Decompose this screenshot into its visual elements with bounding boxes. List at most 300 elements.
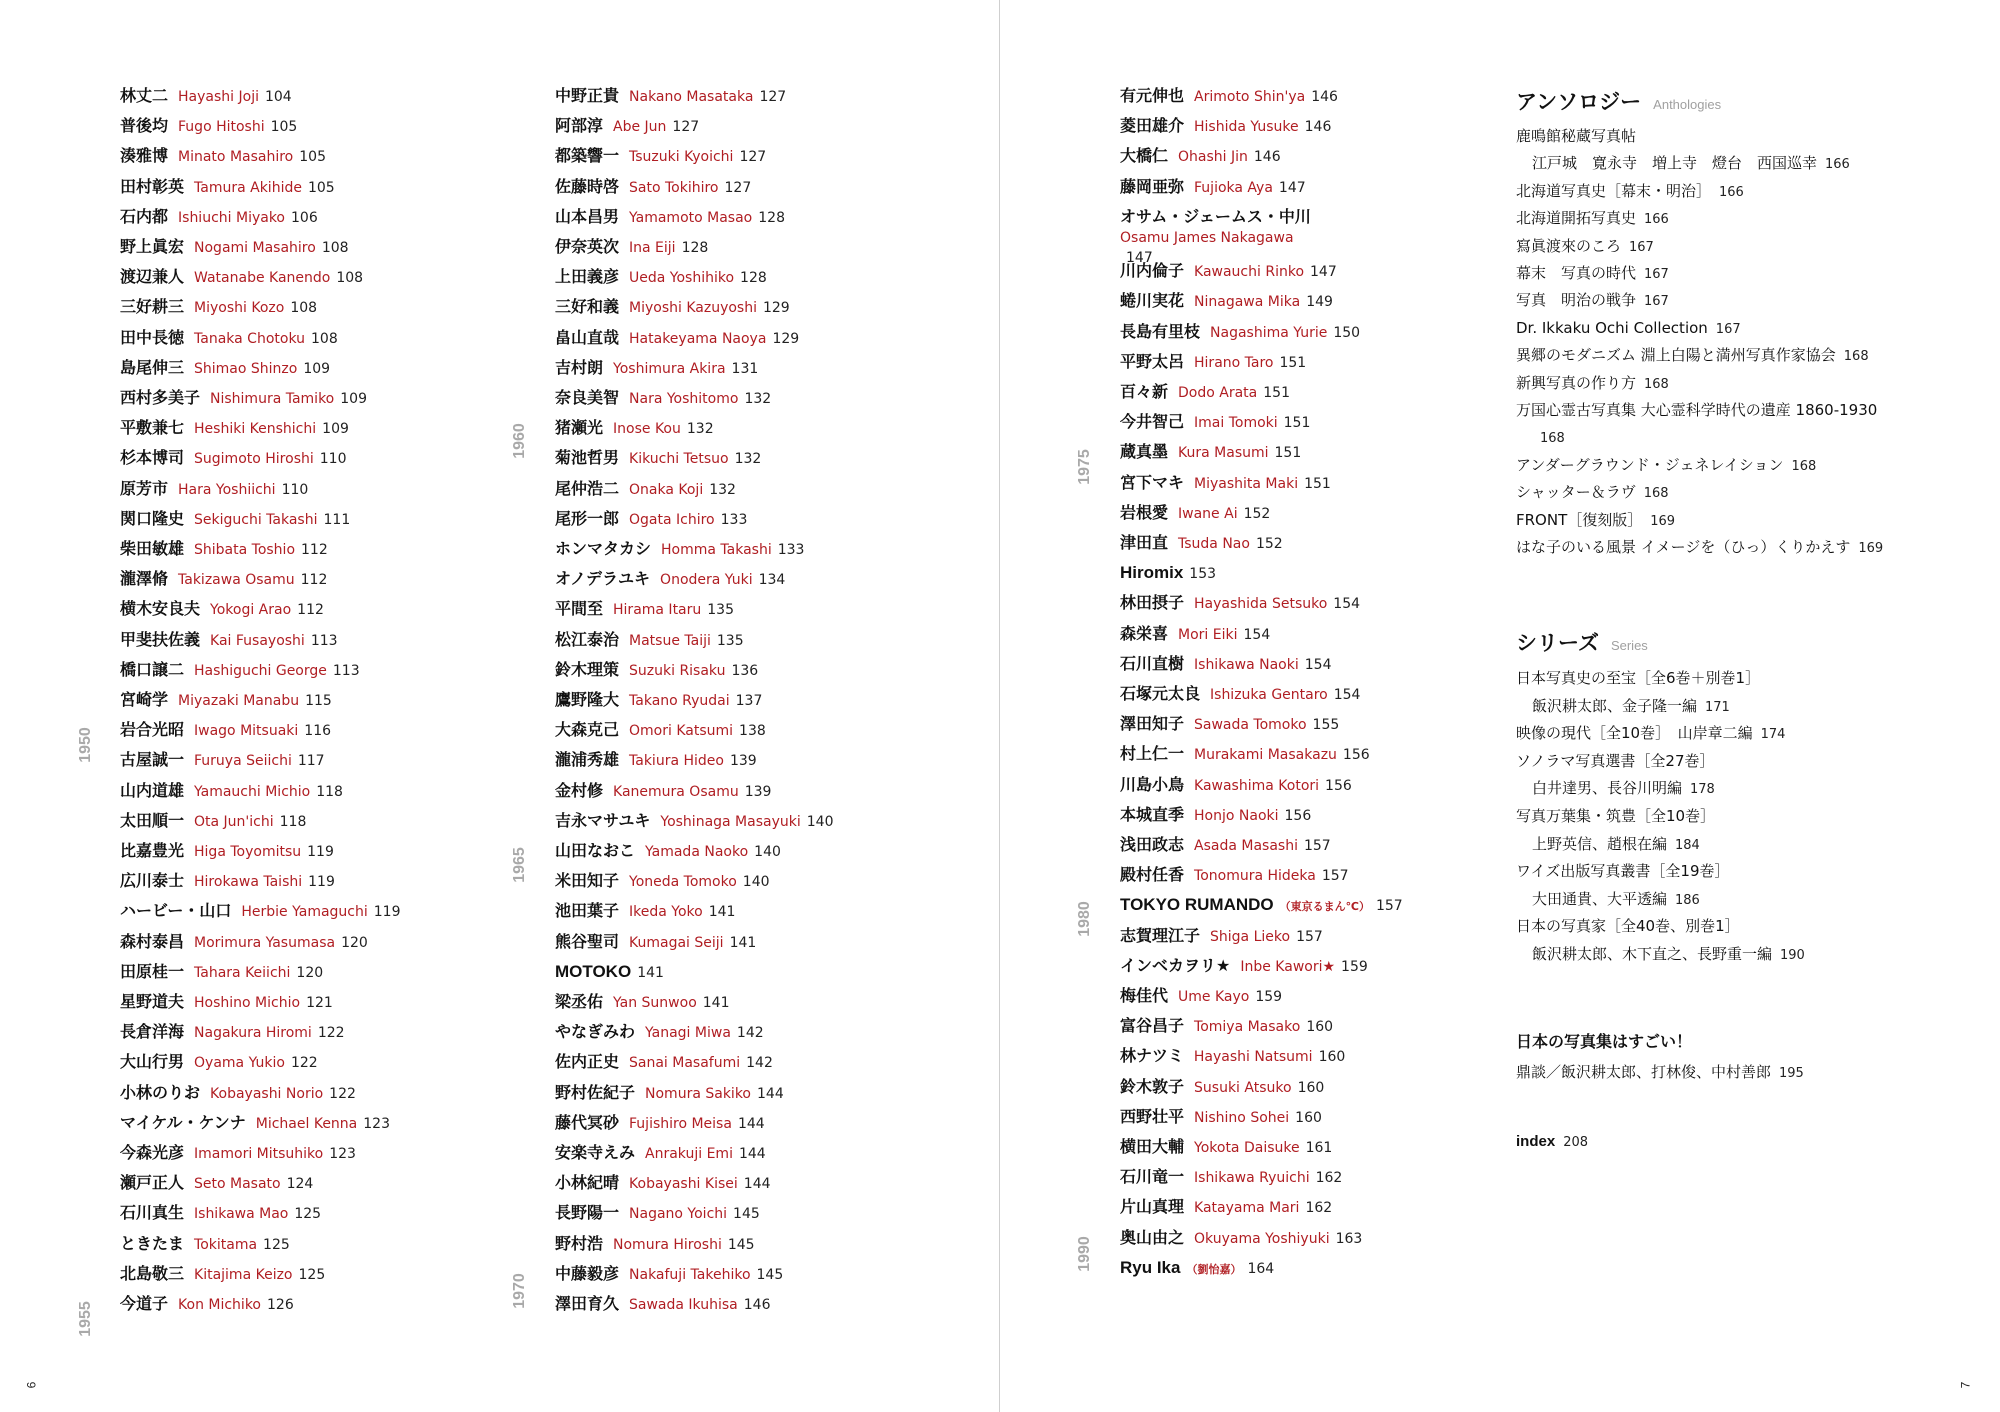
index-entry (120, 267, 363, 288)
entry-name-romaji: Anrakuji Emi (645, 1146, 733, 1162)
entry-name-jp: Ryu Ika (1120, 1257, 1181, 1277)
entry-name-romaji: Hara Yoshiichi (178, 481, 276, 498)
entry-name-jp: 三好耕三 (120, 297, 185, 317)
index-entry (120, 811, 306, 832)
entry-name-romaji: Fujioka Aya (1194, 179, 1273, 196)
index-entry (1120, 714, 1339, 735)
entry-name-jp: 島尾伸三 (120, 357, 185, 377)
list-item (1516, 510, 1675, 532)
index-entry (120, 297, 317, 318)
entry-page-number: 157 (1303, 837, 1331, 854)
entry-page-number: 160 (1295, 1109, 1322, 1126)
entry-name-romaji: Sekiguchi Takashi (194, 511, 318, 528)
list-item-text: アンダーグラウンド・ジェネレイション (1516, 455, 1784, 474)
entry-page-number: 149 (1306, 294, 1333, 311)
entry-page-number: 128 (681, 240, 709, 256)
entry-name-jp: 梅佳代 (1120, 985, 1169, 1005)
entry-page-number: 159 (1255, 988, 1283, 1005)
list-item-text: FRONT［復刻版］ (1516, 510, 1643, 529)
index-entry (1120, 1016, 1333, 1037)
index-entry (555, 1143, 766, 1164)
index-entry (555, 569, 785, 590)
entry-page-number: 118 (279, 813, 307, 830)
entry-page-number: 141 (637, 964, 664, 981)
list-item (1516, 696, 1730, 718)
list-item-text: 映像の現代［全10巻］ 山岸章二編 (1516, 724, 1753, 743)
series-heading (1516, 627, 1648, 657)
index-entry (120, 932, 368, 953)
entry-page-number: 145 (756, 1266, 784, 1283)
right-page (1000, 0, 2000, 1412)
entry-name-jp: 鈴木敦子 (1120, 1076, 1185, 1096)
entry-name-romaji: Watanabe Kanendo (194, 270, 331, 287)
list-item (1516, 751, 1715, 771)
list-item (1516, 318, 1741, 340)
entry-name-romaji: Sanai Masafumi (629, 1055, 741, 1072)
entry-page-number: 108 (336, 270, 364, 287)
index-entry (555, 992, 730, 1013)
index-entry (120, 146, 326, 167)
entry-name-romaji: Sato Tokihiro (629, 179, 719, 196)
entry-name-romaji: Kawauchi Rinko (1194, 264, 1305, 281)
index-entry (555, 720, 766, 741)
index-entry (555, 86, 786, 107)
entry-page-number: 106 (291, 209, 318, 226)
entry-page-number: 120 (296, 964, 324, 981)
list-item (1516, 153, 1850, 175)
entry-name-jp: TOKYO RUMANDO (1120, 895, 1274, 915)
list-item-text: 異郷のモダニズム 淵上白陽と満州写真作家協会 (1516, 346, 1836, 365)
entry-name-jp: 柴田敏雄 (120, 539, 185, 558)
list-item-page: 168 (1791, 458, 1817, 474)
entry-name-romaji: Imai Tomoki (1194, 415, 1278, 432)
entry-name-jp: 百々新 (1120, 381, 1169, 401)
index-entry (1120, 805, 1311, 826)
entry-page-number: 115 (305, 693, 332, 709)
entry-page-number: 122 (290, 1055, 318, 1072)
entry-name-jp: 藤代冥砂 (555, 1112, 620, 1132)
entry-name-romaji: Susuki Atsuko (1194, 1079, 1292, 1096)
entry-name-romaji: Yamada Naoko (645, 844, 749, 860)
list-item (1516, 668, 1760, 688)
entry-page-number: 163 (1335, 1230, 1363, 1247)
entry-page-number: 139 (729, 753, 757, 770)
entry-page-number: 142 (746, 1055, 773, 1072)
list-item-page: 167 (1644, 294, 1669, 310)
entry-page-number: 151 (1304, 475, 1331, 492)
entry-name-jp: 小林のりお (120, 1082, 201, 1102)
entry-page-number: 125 (298, 1266, 326, 1283)
entry-name-romaji: Kawashima Kotori (1194, 777, 1320, 794)
index-entry (555, 267, 767, 288)
index-entry (1120, 593, 1360, 614)
sugoi-page: 195 (1779, 1066, 1804, 1081)
index-entry (555, 1052, 773, 1073)
entry-name-romaji: Tonomura Hideka (1194, 868, 1316, 885)
entry-name-romaji: Nogami Masahiro (194, 240, 316, 256)
entry-name-romaji: Kitajima Keizo (194, 1266, 293, 1283)
entry-name-romaji: Ikeda Yoko (629, 904, 703, 921)
entry-name-jp: 林丈二 (120, 86, 169, 105)
entry-name-romaji: Ninagawa Mika (1194, 294, 1301, 311)
entry-page-number: 133 (720, 511, 748, 528)
entry-name-jp: 野上眞宏 (120, 237, 185, 256)
index-entry (120, 177, 335, 198)
list-item-text: 上野英信、趙根在編 (1532, 834, 1668, 853)
entry-name-jp: 森栄喜 (1120, 623, 1169, 643)
sugoi-text: 鼎談／飯沢耕太郎、打林俊、中村善郎 (1516, 1063, 1772, 1081)
entry-page-number: 147 (1278, 179, 1306, 196)
entry-name-jp: 平野太呂 (1120, 351, 1185, 371)
list-item (1516, 916, 1740, 936)
entry-page-number: 134 (758, 572, 786, 589)
index-entry (1120, 563, 1216, 584)
entry-name-romaji: Suzuki Risaku (629, 662, 726, 679)
index-entry (120, 901, 401, 922)
list-item (1516, 861, 1730, 881)
entry-name-romaji: Arimoto Shin'ya (1194, 89, 1306, 105)
entry-name-jp: 大橋仁 (1120, 146, 1169, 166)
entry-name-romaji: Yanagi Miwa (645, 1025, 731, 1042)
entry-name-romaji: Yan Sunwoo (613, 995, 697, 1011)
index-entry (1120, 775, 1352, 796)
index-entry (1120, 865, 1349, 886)
entry-name-romaji: Asada Masashi (1194, 837, 1298, 854)
entry-name-jp: 上田義彦 (555, 267, 620, 287)
entry-name-jp: 山本昌男 (555, 206, 620, 226)
list-item (1516, 806, 1715, 826)
index-entry (120, 720, 331, 741)
index-entry (1120, 1167, 1342, 1188)
entry-page-number: 146 (1304, 119, 1332, 136)
entry-name-romaji: Mori Eiki (1178, 626, 1238, 643)
entry-page-number: 126 (267, 1297, 294, 1313)
index-entry (1120, 1077, 1324, 1098)
entry-page-number: 156 (1342, 747, 1370, 764)
list-item-text: 写真万葉集・筑豊［全10巻］ (1516, 807, 1716, 825)
entry-page-number: 132 (686, 421, 714, 438)
list-item (1516, 181, 1744, 203)
index-entry (555, 1264, 783, 1285)
list-item (1516, 236, 1654, 258)
index-entry (1120, 1228, 1362, 1249)
list-item (1516, 778, 1715, 800)
list-item (1516, 455, 1816, 477)
entry-page-number: 105 (299, 149, 326, 166)
entry-name-jp: 瀧浦秀雄 (555, 750, 620, 770)
index-entry (555, 599, 734, 620)
index-entry (120, 871, 335, 892)
entry-page-number: 119 (307, 844, 334, 860)
entry-name-jp: 渡辺兼人 (120, 267, 185, 287)
list-item-page: 190 (1780, 948, 1805, 963)
entry-name-romaji: Hashiguchi George (194, 662, 327, 679)
entry-page-number: 129 (772, 330, 800, 347)
entry-name-romaji: Yoneda Tomoko (629, 874, 737, 891)
entry-name-jp: 今道子 (120, 1294, 169, 1313)
entry-name-romaji: Hirama Itaru (613, 602, 702, 619)
entry-name-romaji: Inose Kou (613, 421, 681, 438)
entry-name-romaji: Yamauchi Michio (194, 783, 311, 800)
index-entry (1120, 744, 1370, 765)
entry-name-jp: 林ナツミ (1120, 1046, 1184, 1066)
entry-name-romaji: Yokota Daisuke (1194, 1139, 1300, 1156)
index-entry (555, 871, 770, 892)
entry-page-number: 150 (1333, 324, 1361, 341)
index-entry (555, 177, 751, 198)
entry-name-romaji: Hirano Taro (1194, 354, 1274, 371)
entry-name-jp: 瀧澤脩 (120, 569, 169, 589)
entry-name-romaji: Tamura Akihide (194, 179, 302, 196)
entry-page-number: 164 (1247, 1260, 1275, 1277)
entry-name-jp: 猪瀬光 (555, 418, 604, 438)
entry-name-romaji: Iwane Ai (1178, 505, 1238, 522)
entry-name-jp: 原芳市 (120, 478, 169, 498)
list-item-page: 168 (1643, 486, 1669, 502)
entry-name-romaji: Takizawa Osamu (178, 572, 295, 589)
index-entry (555, 1294, 770, 1315)
index-entry (555, 479, 736, 500)
series-subtitle: Series (1610, 638, 1648, 653)
index-entry (1120, 654, 1331, 675)
entry-name-jp: ホンマタカシ (555, 539, 652, 558)
entry-name-jp: 川内倫子 (1120, 261, 1185, 281)
index-entry (120, 1234, 290, 1255)
entry-page-number: 127 (739, 149, 767, 166)
index-entry (555, 811, 833, 832)
entry-page-number: 112 (301, 542, 328, 558)
index-entry (1120, 146, 1281, 167)
anthologies-title: アンソロジー (1516, 90, 1642, 114)
entry-name-jp: 浅田政志 (1120, 834, 1185, 854)
index-entry (1120, 442, 1301, 463)
list-item-text: 大田通貴、大平透編 (1532, 889, 1668, 908)
entry-name-jp: 長倉洋海 (120, 1022, 185, 1042)
index-entry (1120, 261, 1337, 282)
entry-name-jp: 岩合光昭 (120, 720, 185, 740)
entry-name-jp: 吉村朗 (555, 357, 604, 377)
index-entry (555, 1173, 771, 1194)
entry-name-romaji: Michael Kenna (255, 1115, 358, 1132)
entry-name-jp: 有元伸也 (1120, 86, 1185, 105)
entry-name-jp: 殿村任香 (1120, 865, 1185, 885)
entry-name-romaji: Ina Eiji (629, 240, 676, 256)
entry-name-jp: 志賀理江子 (1120, 925, 1201, 945)
entry-name-romaji: Yokogi Arao (210, 602, 292, 619)
entry-name-jp: 藤岡亜弥 (1120, 176, 1185, 196)
entry-name-romaji: Miyashita Maki (1194, 475, 1299, 492)
entry-name-jp: 吉永マサユキ (555, 810, 651, 830)
index-entry (555, 237, 708, 258)
entry-page-number: 119 (308, 874, 335, 891)
entry-page-number: 112 (297, 602, 324, 619)
index-entry (120, 992, 333, 1013)
index-entry (555, 750, 757, 771)
entry-page-number: 151 (1279, 354, 1307, 371)
entry-name-jp: 奥山由之 (1120, 1227, 1185, 1247)
series-title: シリーズ (1516, 631, 1599, 655)
index-entry (555, 328, 799, 349)
entry-page-number: 138 (739, 723, 766, 740)
entry-name-romaji: Kikuchi Tetsuo (629, 451, 729, 468)
entry-name-romaji: Okuyama Yoshiyuki (1194, 1230, 1330, 1247)
entry-page-number: 141 (729, 934, 757, 951)
entry-page-number: 144 (738, 1146, 766, 1162)
index-entry (555, 509, 747, 530)
index-entry (1120, 207, 1311, 268)
entry-page-number: 152 (1243, 505, 1271, 522)
entry-page-number: 146 (1253, 149, 1281, 166)
entry-name-romaji: Hayashida Setsuko (1194, 596, 1328, 613)
entry-page-number: 137 (735, 693, 763, 709)
entry-name-romaji: Hishida Yusuke (1194, 119, 1299, 136)
entry-name-jp: 川島小鳥 (1120, 774, 1185, 794)
entry-page-number: 132 (744, 391, 772, 407)
entry-name-jp: 松江泰治 (555, 629, 620, 649)
entry-name-jp: 鷹野隆大 (555, 690, 620, 709)
page-number-left: 6 (24, 1381, 39, 1389)
list-item-page: 167 (1629, 239, 1654, 255)
index-entry (1120, 322, 1360, 343)
entry-name-jp: 宮下マキ (1120, 472, 1185, 492)
list-item-text: 日本写真史の至宝［全6巻＋別巻1］ (1516, 669, 1761, 687)
entry-name-romaji: Tahara Keiichi (194, 964, 291, 981)
entry-name-jp: MOTOKO (555, 961, 632, 981)
sugoi-line (1516, 1062, 1804, 1084)
entry-page-number: 139 (744, 783, 772, 800)
entry-name-romaji: Homma Takashi (661, 542, 772, 558)
entry-name-jp: 阿部淳 (555, 116, 604, 136)
entry-page-number: 145 (727, 1236, 755, 1253)
anthologies-heading (1516, 86, 1721, 116)
entry-page-number: 111 (323, 511, 351, 528)
entry-name-jp: 田村彰英 (120, 176, 185, 196)
index-entry (555, 539, 804, 560)
list-item (1516, 427, 1565, 449)
entry-page-number: 162 (1305, 1200, 1333, 1217)
entry-name-romaji: Takiura Hideo (629, 753, 724, 770)
entry-name-jp: 横田大輔 (1120, 1136, 1185, 1156)
list-item-text: 飯沢耕太郎、金子隆一編 (1532, 696, 1698, 715)
entry-page-number: 120 (341, 934, 368, 951)
index-entry (1120, 624, 1270, 645)
entry-name-jp: 岩根愛 (1120, 502, 1169, 522)
entry-page-number: 145 (733, 1206, 760, 1223)
index-entry (1120, 177, 1306, 198)
entry-name-romaji: Tokitama (194, 1236, 258, 1253)
index-entry (120, 358, 330, 379)
entry-name-romaji: Nakano Masataka (629, 89, 754, 105)
entry-name-jp: 澤田知子 (1120, 714, 1185, 734)
index-entry (120, 1052, 318, 1073)
entry-name-jp: 畠山直哉 (555, 327, 620, 347)
entry-name-jp: 三好和義 (555, 297, 620, 317)
index-entry (120, 388, 367, 409)
entry-page-number: 113 (332, 662, 360, 679)
entry-name-jp: 長野陽一 (555, 1203, 620, 1223)
entry-name-romaji: Onaka Koji (629, 481, 704, 498)
entry-page-number: 110 (281, 481, 309, 498)
entry-name-jp: Hiromix (1120, 563, 1184, 583)
list-item-text: 北海道写真史［幕末・明治］ (1516, 181, 1712, 200)
entry-name-romaji: Hirokawa Taishi (194, 874, 303, 891)
list-item-page: 166 (1644, 212, 1669, 228)
entry-page-number: 160 (1297, 1079, 1325, 1096)
entry-page-number: 159 (1341, 958, 1368, 975)
entry-name-jp: 池田葉子 (555, 901, 620, 921)
entry-name-romaji: Tsuzuki Kyoichi (629, 149, 734, 166)
anthologies-subtitle: Anthologies (1653, 97, 1722, 112)
entry-name-romaji: Onodera Yuki (660, 572, 753, 589)
entry-name-romaji: Hayashi Joji (178, 89, 259, 105)
entry-name-jp: 広川泰士 (120, 871, 185, 891)
index-entry (1120, 956, 1368, 977)
entry-name-romaji: Yoshimura Akira (613, 360, 726, 377)
entry-name-romaji: Seto Masato (194, 1176, 281, 1193)
index-entry (555, 690, 762, 711)
entry-name-romaji: Furuya Seiichi (194, 753, 292, 770)
entry-page-number: 154 (1333, 596, 1361, 613)
entry-page-number: 155 (1312, 717, 1340, 734)
index-entry (120, 630, 338, 651)
index-entry (555, 1234, 755, 1255)
index-entry (120, 1022, 345, 1043)
entry-name-romaji: Nakafuji Takehiko (629, 1266, 751, 1283)
entry-name-romaji: Oyama Yukio (194, 1055, 285, 1072)
entry-page-number: 156 (1284, 807, 1312, 824)
index-entry (120, 962, 323, 983)
entry-name-jp: 普後均 (120, 116, 169, 136)
list-item-page: 168 (1540, 431, 1565, 447)
entry-page-number: 125 (294, 1206, 322, 1223)
entry-page-number: 140 (742, 874, 770, 891)
entry-name-jp: 宮崎学 (120, 690, 169, 709)
index-entry (1120, 835, 1331, 856)
list-item (1516, 944, 1805, 966)
entry-name-jp: 比嘉豊光 (120, 841, 185, 860)
index-entry (1120, 926, 1323, 947)
entry-name-jp: 長島有里枝 (1120, 321, 1201, 341)
index-entry (555, 418, 714, 439)
entry-name-jp: 菱田雄介 (1120, 116, 1185, 136)
entry-page-number: 140 (754, 844, 781, 860)
entry-page-number: 142 (736, 1025, 764, 1042)
entry-name-jp: 甲斐扶佐義 (120, 629, 201, 649)
entry-name-jp: 平間至 (555, 599, 604, 619)
index-entry (555, 358, 758, 379)
entry-page-number: 127 (759, 89, 787, 105)
entry-name-jp: 伊奈英次 (555, 237, 620, 256)
index-entry (555, 901, 735, 922)
entry-name-jp: 佐藤時啓 (555, 176, 620, 196)
index-entry (120, 841, 334, 862)
entry-page-number: 154 (1304, 656, 1332, 673)
entry-page-number: 108 (321, 240, 349, 256)
entry-name-romaji: Abe Jun (613, 119, 667, 136)
entry-name-romaji: Ume Kayo (1178, 988, 1250, 1005)
entry-name-jp: 中野正貴 (555, 86, 620, 105)
entry-name-jp: 関口隆史 (120, 508, 185, 528)
year-marker-1965: 1965 (511, 847, 528, 883)
entry-name-romaji: Shimao Shinzo (194, 360, 298, 377)
entry-name-romaji: Yoshinaga Masayuki (660, 813, 801, 830)
index-entry (1120, 116, 1331, 137)
entry-name-jp: 山内道雄 (120, 780, 185, 800)
index-entry (555, 1203, 760, 1224)
entry-name-jp: 本城直季 (1120, 804, 1185, 824)
list-item-text: 鹿鳴館秘蔵写真帖 (1516, 127, 1637, 145)
entry-name-romaji: Hoshino Michio (194, 995, 301, 1011)
